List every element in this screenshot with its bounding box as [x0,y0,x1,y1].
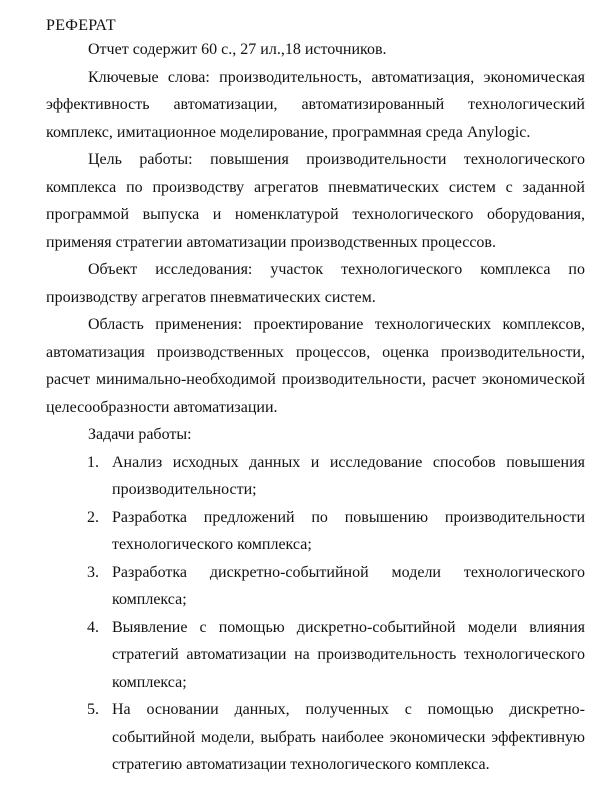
task-number: 4. [87,618,99,636]
task-item [46,696,585,779]
application-paragraph: Область применения: проектирование технологических комплексов, автоматизация производственных процессов, оценка производительности, расчет минимально-необходимой производительности, расчет экономической целесообразности автоматизации. [46,316,585,416]
task-item [46,614,585,697]
task-text: На основании данных, полученных с помощью дискретно-событийной модели, выбрать наиболее экономически эффективную стратегию автоматизации технологического комплекса. [112,701,585,773]
goal-paragraph: Цель работы: повышения производительности технологического комплекса по производству агрегатов пневматических систем с заданной программой выпуска и номенклатурой технологического оборудования, применяя стратегии автоматизации производственных процессов. [46,151,585,251]
task-item [46,559,585,614]
task-number: 5. [87,701,99,718]
task-text: Анализ исходных данных и исследование способов повышения производительности; [112,453,585,498]
tasks-list [46,449,585,779]
task-text: Разработка дискретно-событийной модели технологического комплекса; [112,563,585,608]
task-item [46,449,585,504]
task-item [46,504,585,559]
task-number: 1. [87,453,99,471]
task-text: Разработка предложений по повышению производительности технологического комплекса; [112,508,585,553]
keywords-paragraph: Ключевые слова: производительность, автоматизация, экономическая эффективность автоматизации, автоматизированный технологический комплекс, имитационное моделирование, программная среда Anylogic. [46,68,585,141]
task-text: Выявление с помощью дискретно-событийной модели влияния стратегий автоматизации на производительность технологического комплекса; [112,618,585,691]
document-title: РЕФЕРАТ [46,17,116,34]
tasks-heading: Задачи работы: [88,426,192,443]
task-number: 2. [87,508,99,526]
summary-paragraph: Отчет содержит 60 с., 27 ил.,18 источников. [88,41,387,58]
task-number: 3. [87,563,99,581]
object-paragraph: Объект исследования: участок технологического комплекса по производству агрегатов пневматических систем. [46,261,585,306]
